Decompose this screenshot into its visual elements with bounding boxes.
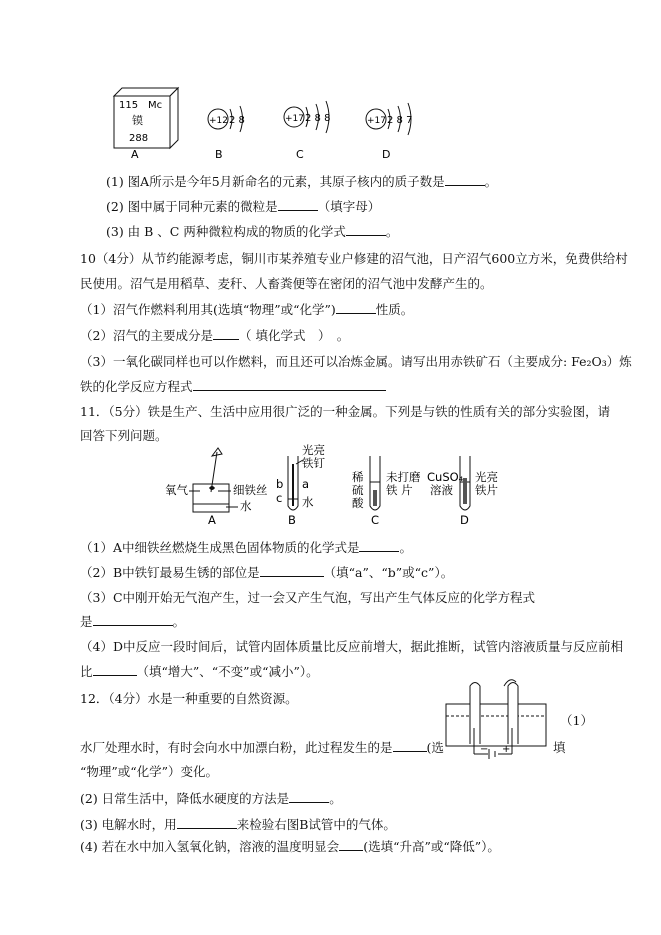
svg-text:稀: 稀 xyxy=(352,470,364,484)
q12-intro: 12．（4分）水是一种重要的自然资源。 xyxy=(80,691,298,706)
answer-blank[interactable] xyxy=(289,791,329,803)
experiment-d xyxy=(427,456,498,527)
svg-text:B: B xyxy=(288,513,296,527)
atom-b-nucleus: +12 xyxy=(209,116,228,126)
electrode-plus: + xyxy=(502,744,511,755)
svg-text:a: a xyxy=(302,477,310,491)
q9-sub3: (3) 由 B 、C 两种微粒构成的物质的化学式 。 xyxy=(106,224,399,239)
answer-blank[interactable] xyxy=(336,302,376,314)
answer-blank[interactable] xyxy=(213,328,239,340)
answer-blank[interactable] xyxy=(445,174,485,186)
figure-label-c: C xyxy=(296,148,304,161)
atom-diagram-b xyxy=(208,106,245,132)
svg-text:铁 片: 铁 片 xyxy=(386,483,413,497)
q12-sub3: (3) 电解水时，用 来检验右图B试管中的气体。 xyxy=(80,817,396,832)
q10-sub1: （1）沼气作燃料利用其(选填“物理”或“化学”) 性质。 xyxy=(80,302,414,317)
q12-sub1: 水厂处理水时，有时会向水中加漂白粉，此过程发生的是 (选 xyxy=(80,740,444,755)
svg-text:硫: 硫 xyxy=(352,483,364,497)
svg-text:溶液: 溶液 xyxy=(430,483,453,497)
atom-b-shells: 2 8 xyxy=(229,115,245,126)
atom-d-nucleus: +17 xyxy=(367,116,386,126)
answer-blank[interactable] xyxy=(278,199,318,211)
atom-diagram-c xyxy=(284,101,330,133)
figure-label-d: D xyxy=(382,148,391,161)
q10-intro-cont: 民使用。沼气是用稻草、麦秆、人畜粪便等在密闭的沼气池中发酵产生的。 xyxy=(80,276,493,291)
atom-c-shells: 2 8 8 xyxy=(305,113,331,124)
svg-text:酸: 酸 xyxy=(352,496,364,510)
q12-sub1-cont: “物理”或“化学”）变化。 xyxy=(80,764,219,779)
q9-sub1: (1) 图A所示是今年5月新命名的元素，其原子核内的质子数是 。 xyxy=(106,174,498,189)
q11-sub1: （1）A中细铁丝燃烧生成黑色固体物质的化学式是 。 xyxy=(80,540,412,555)
svg-text:水: 水 xyxy=(302,495,314,509)
answer-blank[interactable] xyxy=(339,839,363,851)
atom-c-nucleus: +17 xyxy=(285,114,304,124)
answer-blank[interactable] xyxy=(359,540,399,552)
answer-blank[interactable] xyxy=(193,379,386,391)
q12-sub2: (2) 日常生活中，降低水硬度的方法是 。 xyxy=(80,791,342,806)
svg-text:水: 水 xyxy=(240,499,252,513)
q10-intro: 10（4分）从节约能源考虑，铜川市某养殖专业户修建的沼气池，日产沼气600立方米，免费供给村 xyxy=(80,251,628,266)
svg-text:D: D xyxy=(460,513,469,527)
q12-sub1-number: （1） xyxy=(560,713,593,728)
answer-blank[interactable] xyxy=(260,565,324,577)
q11-intro-cont: 回答下列问题。 xyxy=(80,428,168,443)
element-symbol: Mc xyxy=(148,100,163,111)
svg-text:A: A xyxy=(208,513,216,527)
q12-sub4: (4) 若在水中加入氢氧化钠，溶液的温度明显会 (选填“升高”或“降低”）。 xyxy=(80,839,500,854)
svg-text:氧气: 氧气 xyxy=(165,483,188,497)
q9-sub2: (2) 图中属于同种元素的微粒是 （填字母） xyxy=(106,199,381,214)
experiment-b xyxy=(276,444,325,527)
q11-sub4-cont: 比 （填“增大”、“不变”或“减小”）。 xyxy=(80,664,319,679)
electrolysis-figure xyxy=(440,676,552,760)
answer-blank[interactable] xyxy=(177,817,237,829)
figure-label-b: B xyxy=(215,148,223,161)
atom-d-shells: 2 8 7 xyxy=(387,115,413,126)
q11-sub4: （4）D中反应一段时间后，试管内固体质量比反应前增大，据此推断，试管内溶液质量与反应前相 xyxy=(80,639,623,654)
element-card xyxy=(114,88,178,148)
answer-blank[interactable] xyxy=(93,614,173,626)
q11-sub2: （2）B中铁钉最易生锈的部位是 （填“a”、“b”或“c”）。 xyxy=(80,565,454,580)
q10-sub2: （2）沼气的主要成分是 （ 填化学式 ） 。 xyxy=(80,328,350,343)
iron-experiment-figure xyxy=(160,444,520,530)
svg-text:C: C xyxy=(371,513,380,527)
answer-blank[interactable] xyxy=(393,740,427,752)
svg-text:CuSO₄: CuSO₄ xyxy=(427,470,464,484)
q11-sub3: （3）C中刚开始无气泡产生，过一会又产生气泡，写出产生气体反应的化学方程式 xyxy=(80,590,536,605)
q11-sub3-cont: 是 。 xyxy=(80,614,186,629)
svg-text:细铁丝: 细铁丝 xyxy=(233,483,268,497)
svg-text:b: b xyxy=(276,477,284,491)
experiment-a xyxy=(165,448,268,527)
svg-text:c: c xyxy=(276,491,283,505)
answer-blank[interactable] xyxy=(346,224,386,236)
atom-diagram-d xyxy=(366,103,412,135)
q12-sub1-tail: 填 xyxy=(553,740,566,755)
q10-sub3: （3）一氧化碳同样也可以作燃料，而且还可以冶炼金属。请写出用赤铁矿石（主要成分: Fe₂O₃）炼 xyxy=(80,354,632,369)
svg-text:铁钉: 铁钉 xyxy=(302,456,325,470)
svg-text:光亮: 光亮 xyxy=(302,444,325,457)
q11-intro: 11．（5分）铁是生产、生活中应用很广泛的一种金属。下列是与铁的性质有关的部分实验图，请 xyxy=(80,404,611,419)
svg-text:光亮: 光亮 xyxy=(475,470,498,484)
electrode-minus: − xyxy=(480,744,489,755)
svg-text:未打磨: 未打磨 xyxy=(386,470,421,484)
q10-sub3-cont: 铁的化学反应方程式 xyxy=(80,377,386,395)
answer-blank[interactable] xyxy=(93,664,137,676)
experiment-c xyxy=(352,456,421,527)
element-name: 镆 xyxy=(132,114,143,127)
svg-text:铁片: 铁片 xyxy=(475,483,498,497)
element-mass: 288 xyxy=(129,133,149,144)
element-number: 115 xyxy=(119,100,139,111)
atom-structure-figure xyxy=(100,84,440,164)
figure-label-a: A xyxy=(131,148,139,161)
